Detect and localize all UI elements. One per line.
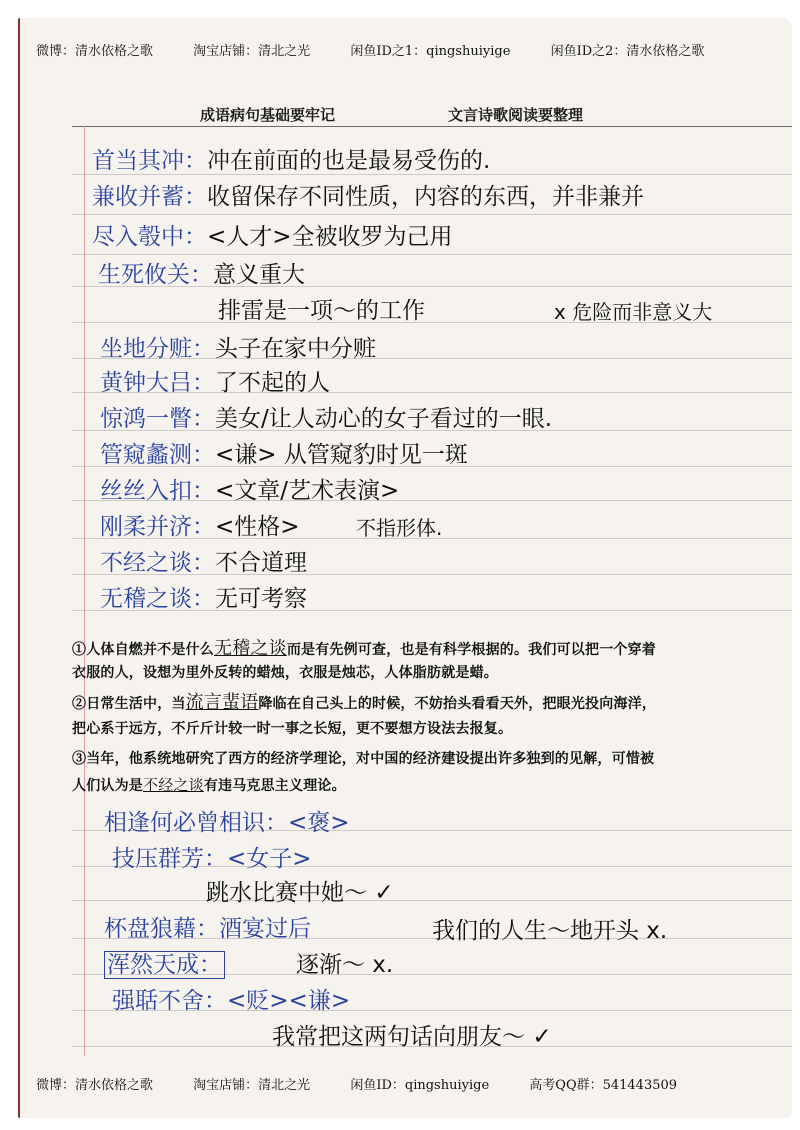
check-mark: ✓	[374, 880, 394, 906]
idiom-definition: 了不起的人	[215, 370, 330, 396]
entry-note	[296, 946, 393, 979]
entry-row	[112, 982, 350, 1015]
idiom-term: 无稽之谈：	[100, 586, 215, 612]
exercise-fill: 不经之谈	[143, 776, 204, 794]
idiom-term: 强聒不舍：	[112, 988, 227, 1014]
banner-taobao: 淘宝店铺：清北之光	[193, 44, 311, 59]
idiom-term: 惊鸿一瞥：	[100, 406, 215, 432]
bottom-watermark-banner	[36, 1074, 776, 1093]
idiom-definition: <人才>全被收罗为己用	[207, 224, 453, 250]
entry-row	[92, 218, 453, 251]
idiom-definition: 酒宴过后	[219, 916, 311, 942]
example-sentence: 跳水比赛中她～	[206, 880, 367, 906]
entry-row	[206, 874, 394, 907]
example-sentence: 我常把这两句话向朋友～	[272, 1024, 525, 1050]
idiom-term: 相逢何必曾相识：	[104, 810, 288, 836]
idiom-term: 尽入彀中：	[92, 224, 207, 250]
entry-row	[104, 946, 225, 979]
idiom-term: 技压群芳：	[112, 846, 227, 872]
exercise-2-line-2: 把心系于远方，不斤斤计较一时一事之长短，更不要想方设法去报复。	[72, 721, 513, 737]
entry-row	[218, 292, 425, 325]
idiom-definition: <性格>	[215, 514, 300, 540]
idiom-term: 管窥蠡测：	[100, 442, 215, 468]
exercise-3-line-1: ③当年，他系统地研究了西方的经济学理论，对中国的经济建设提出许多独到的见解，可惜被	[72, 751, 655, 767]
idiom-term: 刚柔并济：	[100, 514, 215, 540]
header-rule	[72, 126, 792, 127]
entry-row	[100, 364, 330, 397]
banner-xianyu-2: 闲鱼ID之2：清水依格之歌	[550, 44, 705, 59]
idiom-term: 兼收并蓄：	[92, 184, 207, 210]
entry-note	[432, 912, 667, 945]
entry-row	[100, 400, 552, 433]
idiom-definition: 收留保存不同性质，内容的东西，并非兼并	[207, 184, 644, 210]
exercise-2-line-1: ②日常生活中，当流言蜚语降临在自己头上的时候，不妨抬头看看天外，把眼光投向海洋，	[72, 692, 657, 713]
banner-xianyu: 闲鱼ID：qingshuiyige	[350, 1078, 490, 1093]
header-left: 成语病句基础要牢记	[200, 106, 336, 124]
exercise-fill: 流言蜚语	[185, 692, 259, 713]
entry-row	[104, 910, 311, 943]
correction-note: 逐渐～ x.	[296, 952, 394, 978]
entry-row	[112, 840, 312, 873]
idiom-term: 不经之谈：	[100, 550, 215, 576]
idiom-term: 杯盘狼藉：	[104, 916, 219, 942]
ruled-line	[72, 900, 792, 901]
idiom-term: 黄钟大吕：	[100, 370, 215, 396]
idiom-term: 坐地分赃：	[100, 336, 215, 362]
idiom-term: 浑然天成：	[104, 951, 225, 979]
entry-row	[92, 178, 644, 211]
entry-row	[92, 142, 490, 175]
banner-weibo: 微博：清水依格之歌	[36, 44, 154, 59]
exercise-1-line-2: 衣服的人，设想为里外反转的蜡烛，衣服是烛芯，人体脂肪就是蜡。	[72, 665, 498, 681]
entry-row	[100, 544, 307, 577]
idiom-definition: <谦> 从管窥豹时见一斑	[215, 442, 468, 468]
exercise-fill: 无稽之谈	[214, 638, 287, 659]
idiom-definition: <女子>	[227, 846, 312, 872]
entry-row	[104, 804, 350, 837]
idiom-term: 生死攸关：	[98, 262, 213, 288]
idiom-term: 丝丝入扣：	[100, 478, 215, 504]
idiom-definition: 意义重大	[213, 262, 305, 288]
entry-note	[554, 296, 712, 325]
exercise-1-line-1: ①人体自燃并不是什么无稽之谈而是有先例可查，也是有科学根据的。我们可以把一个穿着	[72, 638, 657, 659]
entry-row	[100, 472, 399, 505]
entry-row	[100, 330, 376, 363]
banner-qq-group: 高考QQ群：541443509	[529, 1078, 678, 1093]
idiom-definition: 头子在家中分赃	[215, 336, 376, 362]
idiom-definition: <褒>	[288, 810, 350, 836]
idiom-term: 首当其冲：	[92, 148, 207, 174]
idiom-definition: 美女/让人动心的女子看过的一眼.	[215, 406, 553, 432]
banner-taobao: 淘宝店铺：清北之光	[193, 1078, 311, 1093]
margin-line	[84, 126, 85, 1056]
idiom-definition: <文章/艺术表演>	[215, 478, 400, 504]
correction-note: 不指形体.	[356, 516, 443, 540]
banner-weibo: 微博：清水依格之歌	[36, 1078, 154, 1093]
header-right: 文言诗歌阅读要整理	[448, 106, 584, 124]
entry-note	[356, 512, 442, 541]
entry-row	[272, 1018, 552, 1051]
idiom-definition: 冲在前面的也是最易受伤的.	[207, 148, 491, 174]
correction-note: 我们的人生～地开头 x.	[432, 918, 668, 944]
ruled-line	[72, 214, 792, 215]
idiom-definition: 不合道理	[215, 550, 307, 576]
correction-note: x 危险而非意义大	[554, 300, 713, 324]
check-mark: ✓	[532, 1024, 552, 1050]
entry-row	[100, 508, 300, 541]
top-watermark-banner	[36, 40, 776, 59]
banner-xianyu-1: 闲鱼ID之1：qingshuiyige	[350, 44, 511, 59]
exercise-3-line-2: 人们认为是不经之谈有违马克思主义理论。	[72, 776, 346, 794]
example-sentence: 排雷是一项～的工作	[218, 298, 425, 324]
entry-row	[98, 256, 305, 289]
entry-row	[100, 436, 468, 469]
idiom-definition: <贬><谦>	[227, 988, 351, 1014]
idiom-definition: 无可考察	[215, 586, 307, 612]
entry-row	[100, 580, 307, 613]
ruled-line	[72, 254, 792, 255]
